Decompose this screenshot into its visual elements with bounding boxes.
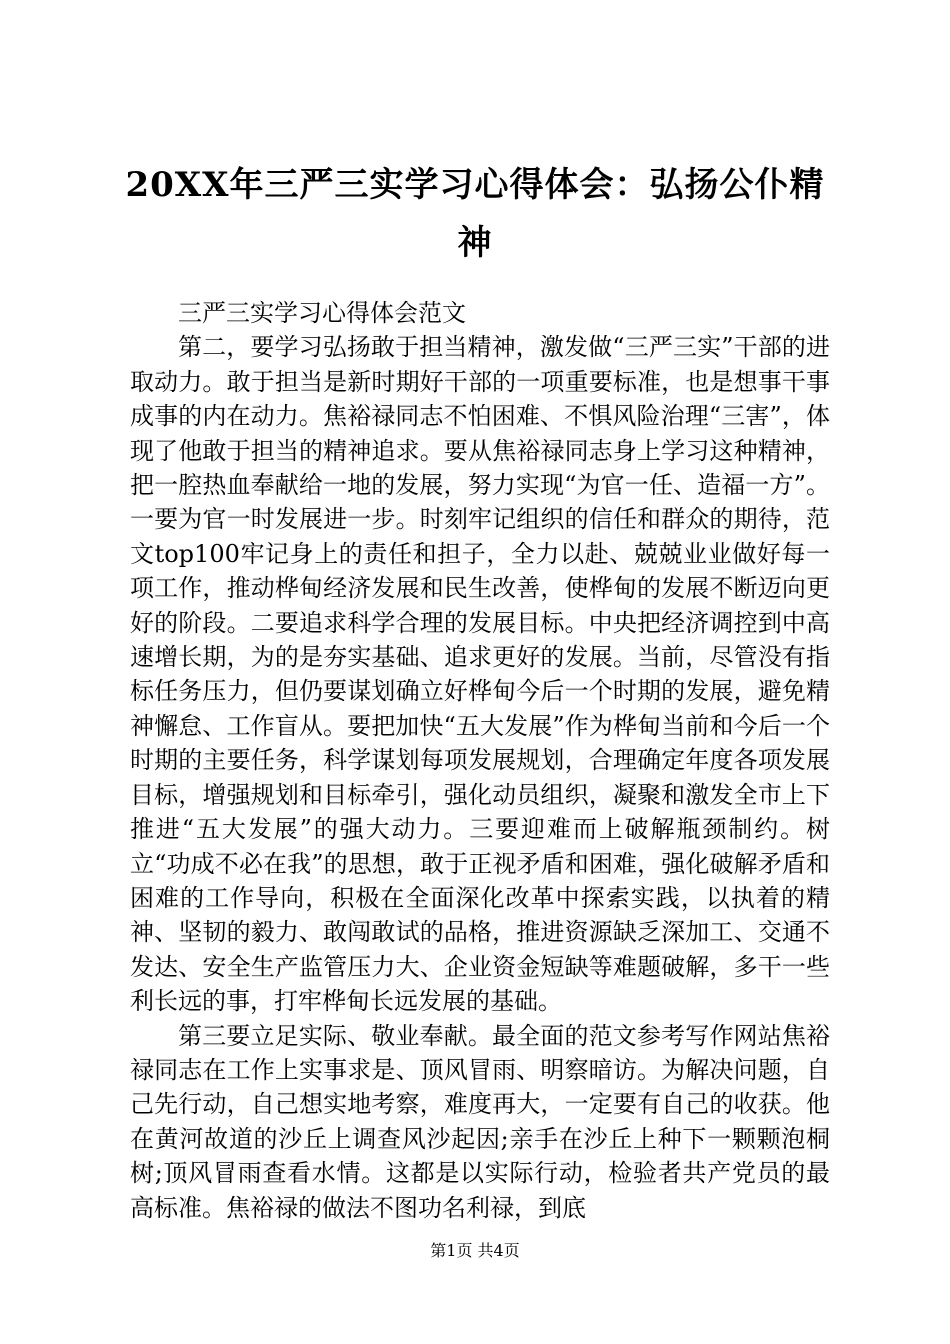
paragraph-second-point: 第二，要学习弘扬敢于担当精神，激发做“三严三实”干部的进取动力。敢于担当是新时期好干部的一项重要标准，也是想事干事成事的内在动力。焦裕禄同志不怕困难、不惧风险治理“三害”，体现了他敢于担当的精神追求。要从焦裕禄同志身上学习这种精神，把一腔热血奉献给一地的发展，努力实现“为官一任、造福一方”。一要为官一时发展进一步。时刻牢记组织的信任和群众的期待，范文top100牢记身上的责任和担子，全力以赴、兢兢业业做好每一项工作，推动桦甸经济发展和民生改善，使桦甸的发展不断迈向更好的阶段。二要追求科学合理的发展目标。中央把经济调控到中高速增长期，为的是夯实基础、追求更好的发展。当前，尽管没有指标任务压力，但仍要谋划确立好桦甸今后一个时期的发展，避免精神懈怠、工作盲从。要把加快“五大发展”作为桦甸当前和今后一个时期的主要任务，科学谋划每项发展规划，合理确定年度各项发展目标，增强规划和目标牵引，强化动员组织，凝聚和激发全市上下推进“五大发展”的强大动力。三要迎难而上破解瓶颈制约。树立“功成不必在我”的思想，敢于正视矛盾和困难，强化破解矛盾和困难的工作导向，积极在全面深化改革中探索实践，以执着的精神、坚韧的毅力、敢闯敢试的品格，推进资源缺乏深加工、交通不发达、安全生产监管压力大、企业资金短缺等难题破解，多干一些利长远的事，打牢桦甸长远发展的基础。	[130, 333, 830, 1016]
document-title: 20XX年三严三实学习心得体会：弘扬公仆精神	[125, 165, 825, 263]
document-body	[130, 296, 830, 1225]
paragraph-subtitle: 三严三实学习心得体会范文	[178, 299, 466, 327]
page-number-footer: 第1页 共4页	[430, 1241, 520, 1260]
paragraph-third-point: 第三要立足实际、敬业奉献。最全面的范文参考写作网站焦裕禄同志在工作上实事求是、顶风冒雨、明察暗访。为解决问题，自己先行动，自己想实地考察，难度再大，一定要有自己的收获。他在黄河故道的沙丘上调查风沙起因;亲手在沙丘上种下一颗颗泡桐树;顶风冒雨查看水情。这都是以实际行动，检验者共产党员的最高标准。焦裕禄的做法不图功名利禄，到底	[130, 1021, 830, 1222]
